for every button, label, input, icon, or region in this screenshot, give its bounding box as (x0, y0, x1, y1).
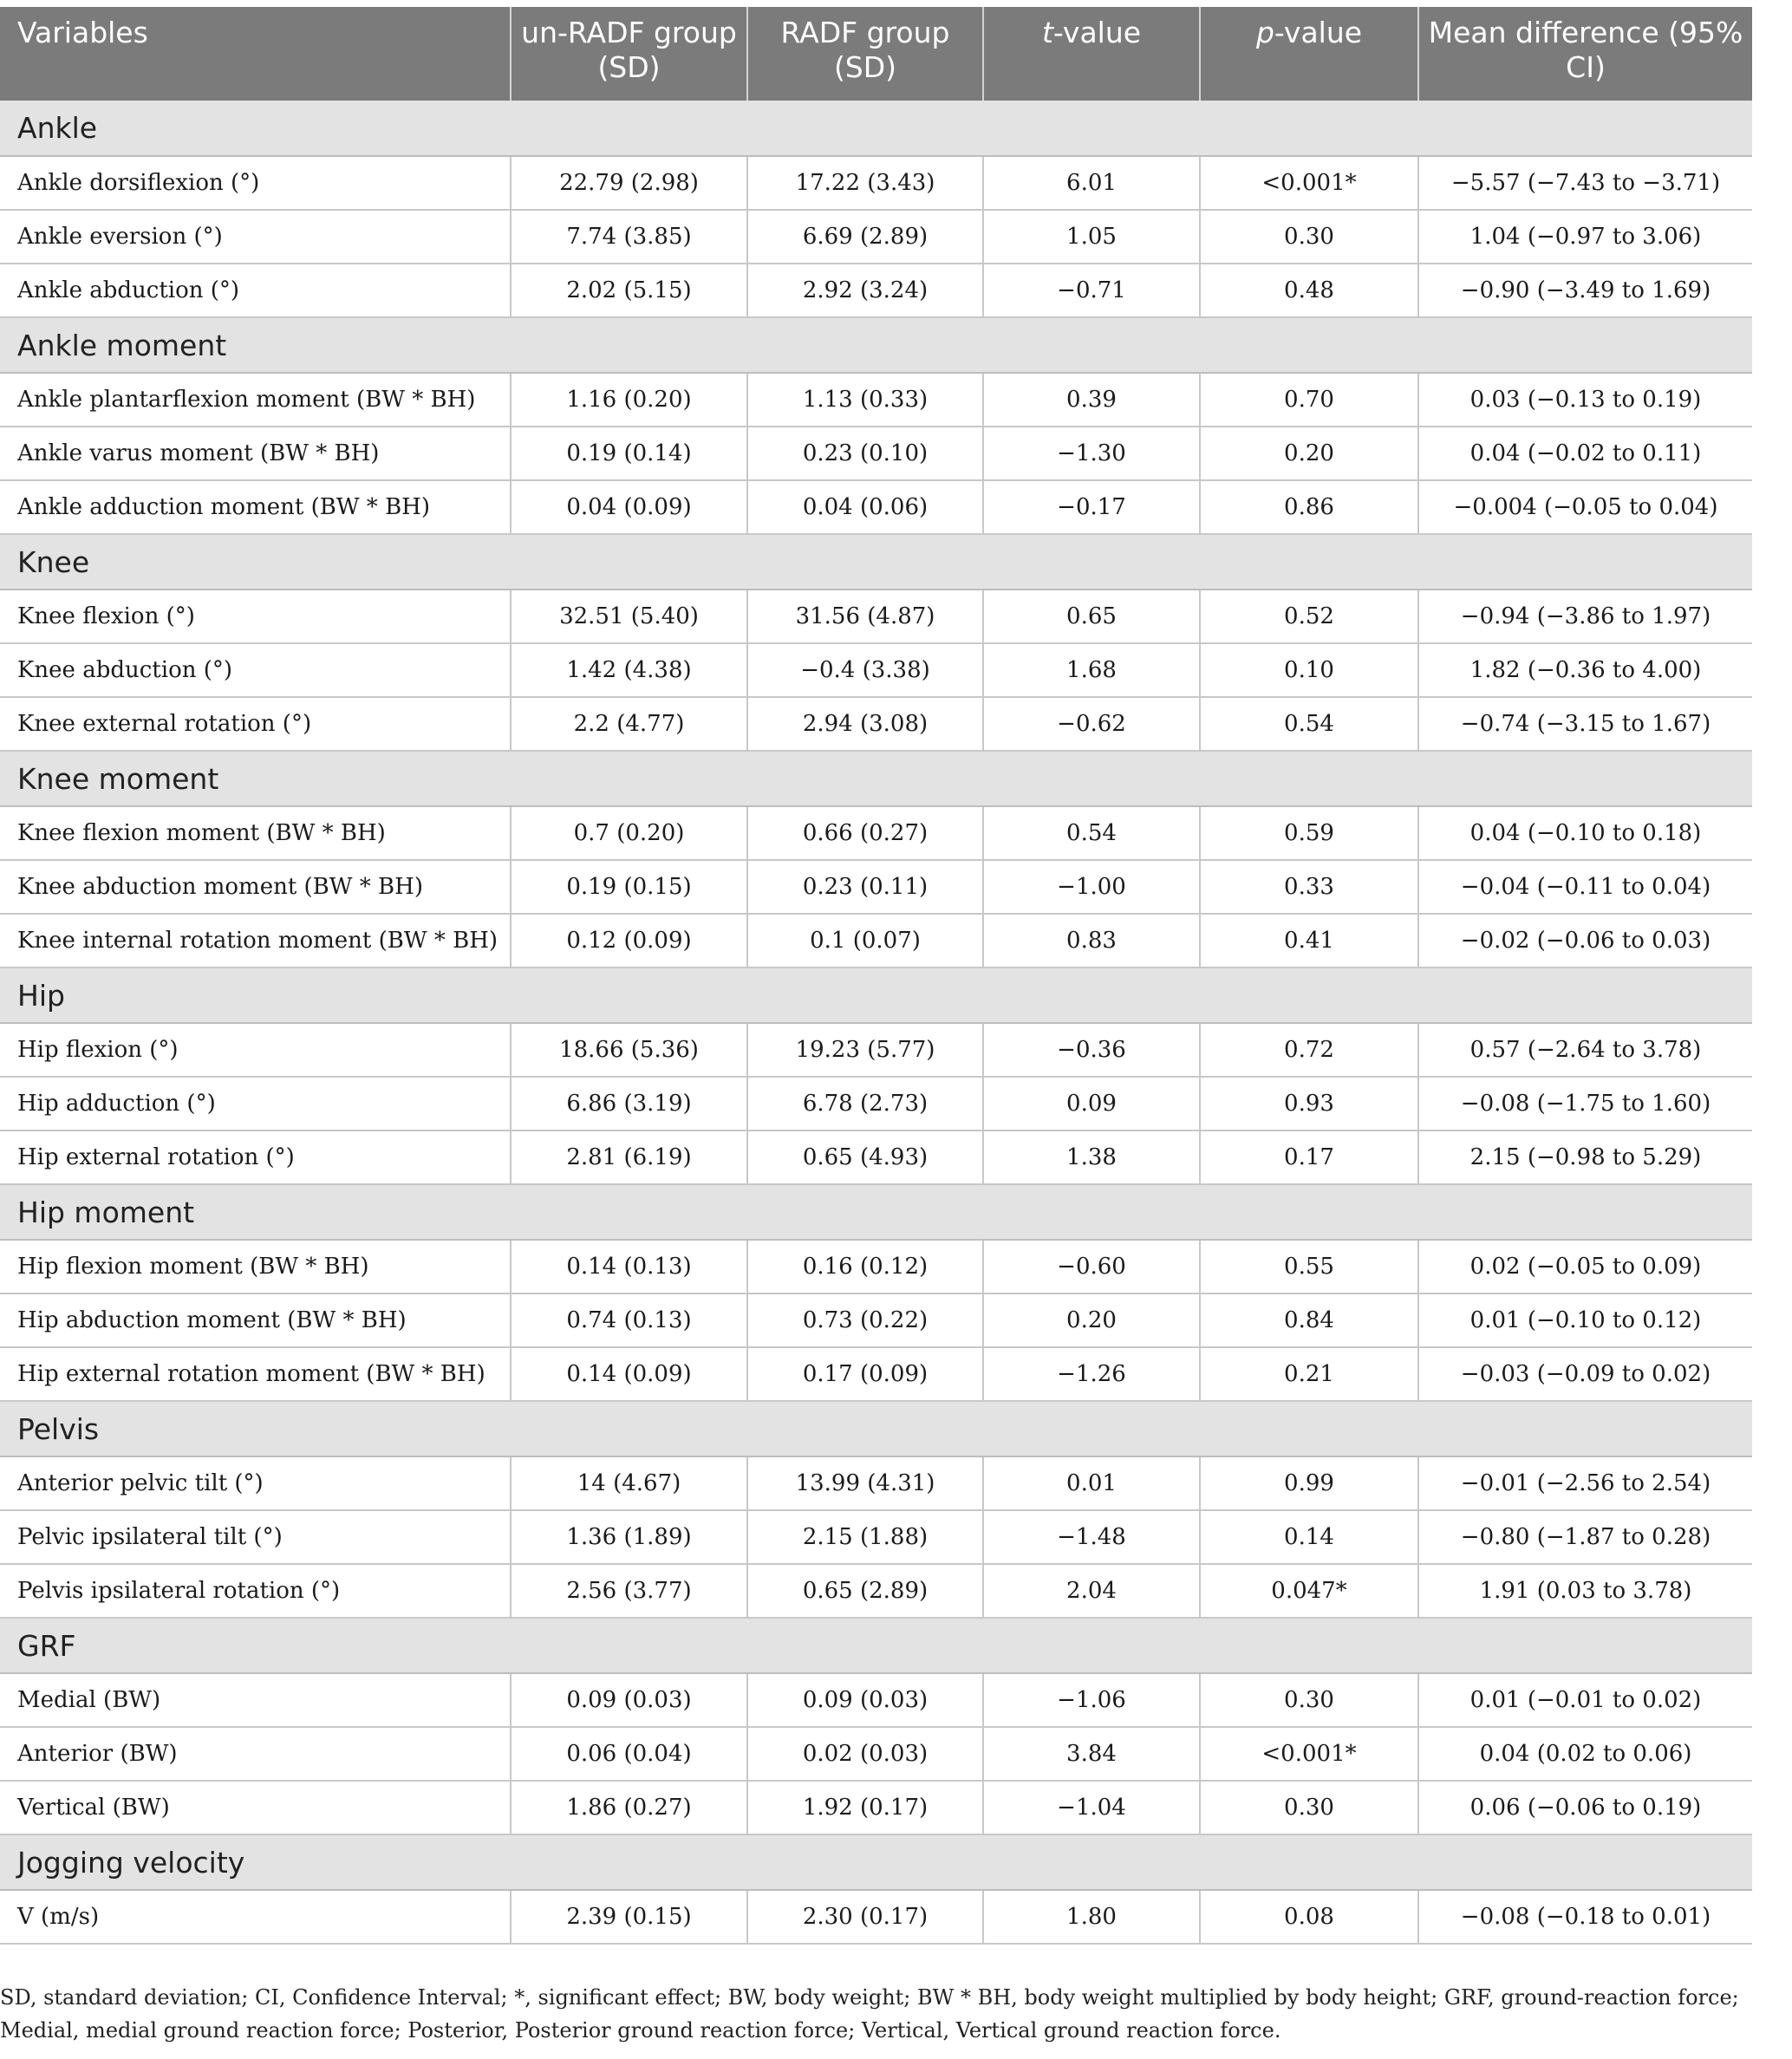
results-table (0, 7, 1752, 1945)
section-header-row (0, 751, 1752, 806)
section-title: Hip (0, 968, 1752, 1023)
cell-p-value: 0.70 (1200, 373, 1418, 427)
cell-mean-difference: −0.90 (−3.49 to 1.69) (1418, 264, 1752, 317)
cell-t-value: 1.38 (983, 1130, 1200, 1184)
cell-p-value: 0.20 (1200, 427, 1418, 480)
table-row (0, 1673, 1752, 1727)
cell-un-radf: 0.19 (0.15) (511, 860, 747, 914)
header-variables: Variables (0, 7, 511, 101)
cell-t-value: −0.17 (983, 480, 1200, 534)
cell-variable: Hip external rotation (°) (0, 1130, 511, 1184)
cell-radf: 2.15 (1.88) (747, 1510, 983, 1564)
cell-p-value: 0.86 (1200, 480, 1418, 534)
section-title: GRF (0, 1618, 1752, 1673)
cell-mean-difference: −0.94 (−3.86 to 1.97) (1418, 590, 1752, 643)
table-row (0, 643, 1752, 697)
cell-variable: Hip flexion moment (BW * BH) (0, 1240, 511, 1293)
section-title: Ankle (0, 101, 1752, 156)
section-title: Ankle moment (0, 317, 1752, 373)
cell-t-value: −0.71 (983, 264, 1200, 317)
cell-t-value: −1.04 (983, 1781, 1200, 1834)
cell-t-value: 0.83 (983, 914, 1200, 968)
cell-un-radf: 7.74 (3.85) (511, 210, 747, 264)
cell-variable: Vertical (BW) (0, 1781, 511, 1834)
section-header-row (0, 534, 1752, 590)
section-title: Knee (0, 534, 1752, 590)
cell-variable: Ankle dorsiflexion (°) (0, 156, 511, 210)
table-row (0, 1510, 1752, 1564)
cell-mean-difference: 0.57 (−2.64 to 3.78) (1418, 1023, 1752, 1077)
cell-mean-difference: 1.91 (0.03 to 3.78) (1418, 1564, 1752, 1618)
cell-mean-difference: −5.57 (−7.43 to −3.71) (1418, 156, 1752, 210)
table-row (0, 480, 1752, 534)
header-p-value (1200, 7, 1418, 101)
cell-radf: 0.1 (0.07) (747, 914, 983, 968)
cell-un-radf: 0.12 (0.09) (511, 914, 747, 968)
table-row (0, 1456, 1752, 1510)
table-row (0, 373, 1752, 427)
cell-un-radf: 6.86 (3.19) (511, 1077, 747, 1130)
header-p-suffix: -value (1274, 16, 1363, 49)
cell-mean-difference: −0.03 (−0.09 to 0.02) (1418, 1347, 1752, 1401)
cell-p-value: 0.21 (1200, 1347, 1418, 1401)
cell-un-radf: 0.74 (0.13) (511, 1293, 747, 1347)
table-row (0, 1564, 1752, 1618)
cell-radf: 0.09 (0.03) (747, 1673, 983, 1727)
cell-t-value: −1.00 (983, 860, 1200, 914)
cell-un-radf: 0.19 (0.14) (511, 427, 747, 480)
section-header-row (0, 1618, 1752, 1673)
cell-variable: Hip flexion (°) (0, 1023, 511, 1077)
table-row (0, 1293, 1752, 1347)
cell-un-radf: 2.39 (0.15) (511, 1890, 747, 1944)
cell-t-value: 1.80 (983, 1890, 1200, 1944)
cell-variable: Hip abduction moment (BW * BH) (0, 1293, 511, 1347)
cell-mean-difference: 0.01 (−0.01 to 0.02) (1418, 1673, 1752, 1727)
cell-un-radf: 2.2 (4.77) (511, 697, 747, 751)
cell-p-value: <0.001* (1200, 1727, 1418, 1781)
cell-un-radf: 0.09 (0.03) (511, 1673, 747, 1727)
cell-mean-difference: −0.08 (−1.75 to 1.60) (1418, 1077, 1752, 1130)
section-header-row (0, 317, 1752, 373)
header-p-letter: p (1255, 16, 1274, 49)
cell-variable: Pelvic ipsilateral tilt (°) (0, 1510, 511, 1564)
table-row (0, 1727, 1752, 1781)
table-row (0, 914, 1752, 968)
cell-p-value: 0.30 (1200, 1781, 1418, 1834)
cell-mean-difference: 2.15 (−0.98 to 5.29) (1418, 1130, 1752, 1184)
cell-p-value: <0.001* (1200, 156, 1418, 210)
cell-mean-difference: −0.01 (−2.56 to 2.54) (1418, 1456, 1752, 1510)
table-row (0, 697, 1752, 751)
cell-mean-difference: 0.04 (−0.02 to 0.11) (1418, 427, 1752, 480)
cell-variable: Ankle adduction moment (BW * BH) (0, 480, 511, 534)
cell-mean-difference: −0.80 (−1.87 to 0.28) (1418, 1510, 1752, 1564)
cell-radf: 0.73 (0.22) (747, 1293, 983, 1347)
cell-p-value: 0.84 (1200, 1293, 1418, 1347)
header-mean-difference: Mean difference (95% CI) (1418, 7, 1752, 101)
cell-un-radf: 2.02 (5.15) (511, 264, 747, 317)
cell-t-value: 0.01 (983, 1456, 1200, 1510)
cell-p-value: 0.33 (1200, 860, 1418, 914)
section-header-row (0, 1834, 1752, 1890)
table-row (0, 1077, 1752, 1130)
cell-un-radf: 2.56 (3.77) (511, 1564, 747, 1618)
cell-variable: Hip external rotation moment (BW * BH) (0, 1347, 511, 1401)
cell-radf: 0.65 (4.93) (747, 1130, 983, 1184)
cell-un-radf: 1.36 (1.89) (511, 1510, 747, 1564)
cell-radf: 6.78 (2.73) (747, 1077, 983, 1130)
cell-un-radf: 32.51 (5.40) (511, 590, 747, 643)
header-t-suffix: -value (1052, 16, 1142, 49)
section-header-row (0, 968, 1752, 1023)
table-row (0, 1130, 1752, 1184)
cell-variable: Medial (BW) (0, 1673, 511, 1727)
cell-mean-difference: 0.02 (−0.05 to 0.09) (1418, 1240, 1752, 1293)
cell-un-radf: 0.14 (0.13) (511, 1240, 747, 1293)
cell-mean-difference: −0.08 (−0.18 to 0.01) (1418, 1890, 1752, 1944)
cell-radf: 1.92 (0.17) (747, 1781, 983, 1834)
table-row (0, 806, 1752, 860)
cell-t-value: 6.01 (983, 156, 1200, 210)
table-header (0, 7, 1752, 101)
cell-variable: Knee flexion (°) (0, 590, 511, 643)
cell-variable: Anterior (BW) (0, 1727, 511, 1781)
table-row (0, 210, 1752, 264)
cell-radf: 31.56 (4.87) (747, 590, 983, 643)
cell-radf: 0.66 (0.27) (747, 806, 983, 860)
cell-p-value: 0.93 (1200, 1077, 1418, 1130)
cell-t-value: 0.20 (983, 1293, 1200, 1347)
table-row (0, 1240, 1752, 1293)
table-row (0, 1347, 1752, 1401)
cell-mean-difference: −0.74 (−3.15 to 1.67) (1418, 697, 1752, 751)
table-row (0, 1781, 1752, 1834)
cell-radf: 6.69 (2.89) (747, 210, 983, 264)
cell-un-radf: 1.86 (0.27) (511, 1781, 747, 1834)
cell-radf: 1.13 (0.33) (747, 373, 983, 427)
cell-t-value: −0.62 (983, 697, 1200, 751)
section-title: Pelvis (0, 1401, 1752, 1456)
cell-mean-difference: −0.04 (−0.11 to 0.04) (1418, 860, 1752, 914)
cell-variable: Ankle varus moment (BW * BH) (0, 427, 511, 480)
cell-t-value: 2.04 (983, 1564, 1200, 1618)
table-row (0, 590, 1752, 643)
section-header-row (0, 1184, 1752, 1240)
cell-mean-difference: 0.06 (−0.06 to 0.19) (1418, 1781, 1752, 1834)
table-row (0, 1023, 1752, 1077)
cell-radf: 19.23 (5.77) (747, 1023, 983, 1077)
cell-t-value: 1.68 (983, 643, 1200, 697)
header-t-value (983, 7, 1200, 101)
cell-t-value: 0.39 (983, 373, 1200, 427)
cell-un-radf: 0.14 (0.09) (511, 1347, 747, 1401)
cell-un-radf: 0.7 (0.20) (511, 806, 747, 860)
cell-radf: 17.22 (3.43) (747, 156, 983, 210)
cell-radf: 0.23 (0.11) (747, 860, 983, 914)
table-row (0, 264, 1752, 317)
cell-p-value: 0.17 (1200, 1130, 1418, 1184)
cell-p-value: 0.047* (1200, 1564, 1418, 1618)
cell-radf: 0.23 (0.10) (747, 427, 983, 480)
cell-t-value: −1.26 (983, 1347, 1200, 1401)
cell-variable: Ankle plantarflexion moment (BW * BH) (0, 373, 511, 427)
cell-mean-difference: 0.04 (0.02 to 0.06) (1418, 1727, 1752, 1781)
cell-variable: Knee internal rotation moment (BW * BH) (0, 914, 511, 968)
cell-radf: 0.65 (2.89) (747, 1564, 983, 1618)
cell-variable: Knee abduction (°) (0, 643, 511, 697)
cell-variable: Ankle eversion (°) (0, 210, 511, 264)
cell-un-radf: 1.42 (4.38) (511, 643, 747, 697)
cell-radf: 0.02 (0.03) (747, 1727, 983, 1781)
table-row (0, 1890, 1752, 1944)
cell-radf: 2.30 (0.17) (747, 1890, 983, 1944)
cell-mean-difference: 0.03 (−0.13 to 0.19) (1418, 373, 1752, 427)
cell-t-value: −0.36 (983, 1023, 1200, 1077)
cell-variable: Anterior pelvic tilt (°) (0, 1456, 511, 1510)
section-header-row (0, 1401, 1752, 1456)
cell-variable: Ankle abduction (°) (0, 264, 511, 317)
cell-un-radf: 0.04 (0.09) (511, 480, 747, 534)
cell-radf: 2.94 (3.08) (747, 697, 983, 751)
cell-t-value: 3.84 (983, 1727, 1200, 1781)
cell-t-value: −0.60 (983, 1240, 1200, 1293)
cell-variable: Knee flexion moment (BW * BH) (0, 806, 511, 860)
cell-mean-difference: −0.004 (−0.05 to 0.04) (1418, 480, 1752, 534)
cell-un-radf: 22.79 (2.98) (511, 156, 747, 210)
section-header-row (0, 101, 1752, 156)
section-title: Jogging velocity (0, 1834, 1752, 1890)
cell-p-value: 0.41 (1200, 914, 1418, 968)
cell-un-radf: 1.16 (0.20) (511, 373, 747, 427)
cell-t-value: 1.05 (983, 210, 1200, 264)
cell-t-value: −1.48 (983, 1510, 1200, 1564)
header-row (0, 7, 1752, 101)
cell-p-value: 0.55 (1200, 1240, 1418, 1293)
cell-p-value: 0.99 (1200, 1456, 1418, 1510)
cell-p-value: 0.08 (1200, 1890, 1418, 1944)
table-row (0, 156, 1752, 210)
cell-radf: −0.4 (3.38) (747, 643, 983, 697)
cell-t-value: 0.09 (983, 1077, 1200, 1130)
cell-un-radf: 0.06 (0.04) (511, 1727, 747, 1781)
cell-t-value: −1.06 (983, 1673, 1200, 1727)
cell-p-value: 0.59 (1200, 806, 1418, 860)
header-un-radf-group: un-RADF group (SD) (511, 7, 747, 101)
table-body (0, 101, 1752, 1944)
cell-radf: 0.17 (0.09) (747, 1347, 983, 1401)
cell-t-value: 0.54 (983, 806, 1200, 860)
cell-radf: 0.16 (0.12) (747, 1240, 983, 1293)
cell-mean-difference: 1.04 (−0.97 to 3.06) (1418, 210, 1752, 264)
cell-variable: Hip adduction (°) (0, 1077, 511, 1130)
cell-p-value: 0.30 (1200, 1673, 1418, 1727)
cell-p-value: 0.10 (1200, 643, 1418, 697)
cell-radf: 2.92 (3.24) (747, 264, 983, 317)
cell-t-value: 0.65 (983, 590, 1200, 643)
cell-un-radf: 2.81 (6.19) (511, 1130, 747, 1184)
cell-p-value: 0.54 (1200, 697, 1418, 751)
cell-variable: V (m/s) (0, 1890, 511, 1944)
cell-p-value: 0.72 (1200, 1023, 1418, 1077)
table-row (0, 860, 1752, 914)
cell-p-value: 0.52 (1200, 590, 1418, 643)
cell-variable: Pelvis ipsilateral rotation (°) (0, 1564, 511, 1618)
cell-p-value: 0.30 (1200, 210, 1418, 264)
cell-radf: 0.04 (0.06) (747, 480, 983, 534)
cell-p-value: 0.48 (1200, 264, 1418, 317)
section-title: Hip moment (0, 1184, 1752, 1240)
cell-mean-difference: −0.02 (−0.06 to 0.03) (1418, 914, 1752, 968)
cell-radf: 13.99 (4.31) (747, 1456, 983, 1510)
cell-mean-difference: 1.82 (−0.36 to 4.00) (1418, 643, 1752, 697)
cell-t-value: −1.30 (983, 427, 1200, 480)
cell-un-radf: 18.66 (5.36) (511, 1023, 747, 1077)
section-title: Knee moment (0, 751, 1752, 806)
table-row (0, 427, 1752, 480)
cell-un-radf: 14 (4.67) (511, 1456, 747, 1510)
cell-p-value: 0.14 (1200, 1510, 1418, 1564)
cell-mean-difference: 0.01 (−0.10 to 0.12) (1418, 1293, 1752, 1347)
cell-mean-difference: 0.04 (−0.10 to 0.18) (1418, 806, 1752, 860)
header-t-letter: t (1041, 16, 1053, 49)
header-radf-group: RADF group (SD) (747, 7, 983, 101)
table-footnote: SD, standard deviation; CI, Confidence Interval; *, significant effect; BW, body weight; BW * BH, body weight multiplied by body height; GRF, ground-reaction force; Medial, medial ground reaction force; Posterior, Posterior ground reaction force; Vertical, Vertical ground reaction force. (0, 1985, 1739, 2043)
cell-variable: Knee abduction moment (BW * BH) (0, 860, 511, 914)
cell-variable: Knee external rotation (°) (0, 697, 511, 751)
